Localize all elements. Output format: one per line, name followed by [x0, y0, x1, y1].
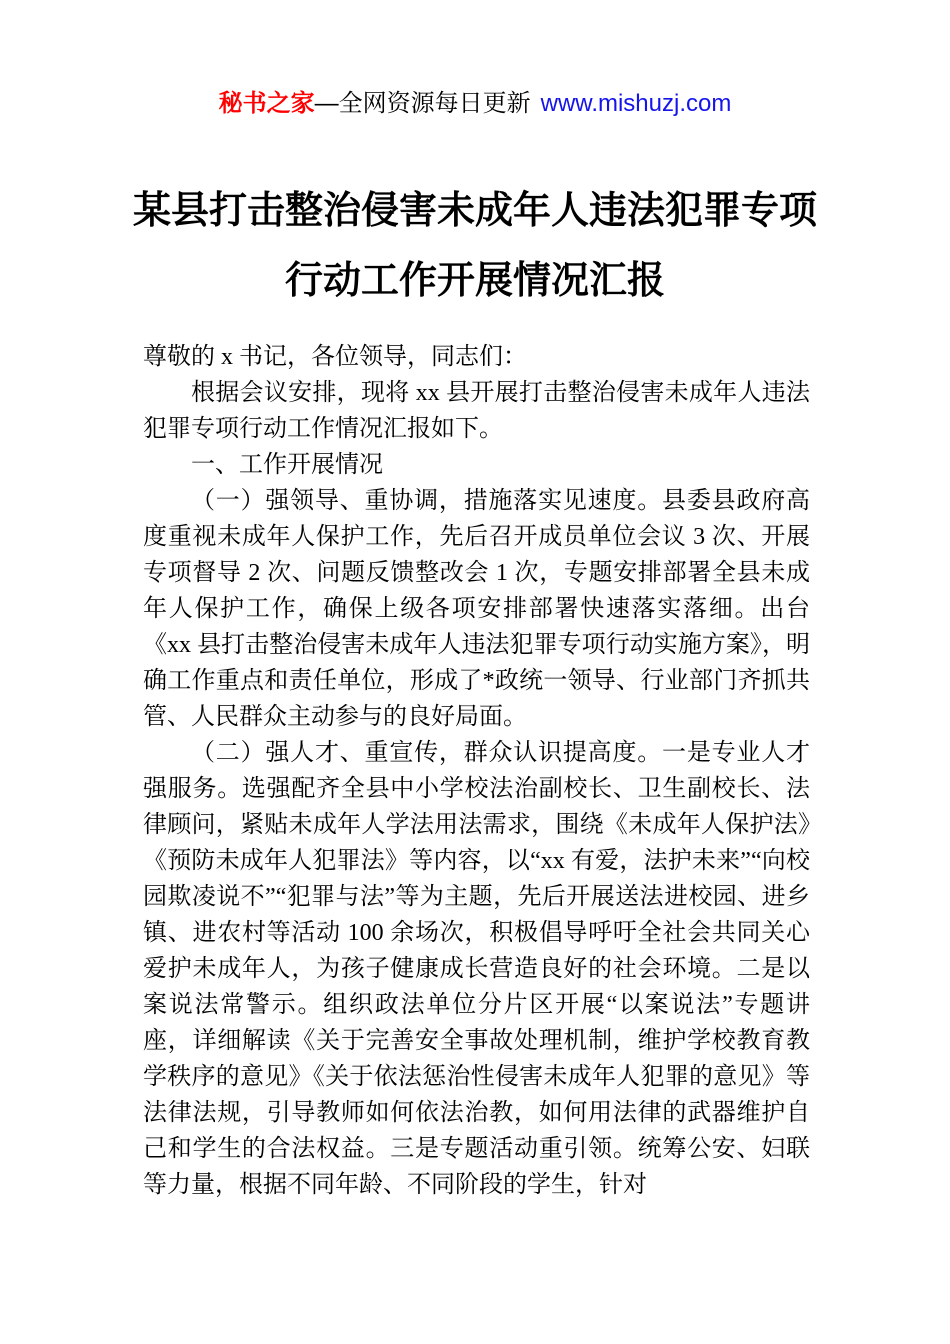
header-tagline: 全网资源每日更新 — [338, 90, 531, 117]
paragraph-intro: 根据会议安排，现将 xx 县开展打击整治侵害未成年人违法犯罪专项行动工作情况汇报如下。 — [143, 380, 810, 442]
title-line-2: 行动工作开展情况汇报 — [284, 260, 665, 302]
site-header — [0, 90, 950, 118]
document-title — [0, 176, 950, 316]
section-heading-1: 一、工作开展情况 — [191, 452, 383, 478]
brand-text: 秘书之家 — [218, 90, 315, 117]
title-line-1: 某县打击整治侵害未成年人违法犯罪专项 — [132, 190, 817, 232]
paragraph-section-1: （一）强领导、重协调，措施落实见速度。县委县政府高度重视未成年人保护工作，先后召开成员单位会议 3 次、开展专项督导 2 次、问题反馈整改会 1 次，专题安排部署全县未成年人保护工作，确保上级各项安排部署快速落实落细。出台《xx 县打击整治侵害未成年人违法犯罪专项行动实施方案》，明确工作重点和责任单位，形成了*政统一领导、行业部门齐抓共管、人民群众主动参与的良好局面。 — [143, 488, 810, 730]
document-body — [143, 339, 810, 1203]
paragraph-section-2: （二）强人才、重宣传，群众认识提高度。一是专业人才强服务。选强配齐全县中小学校法治副校长、卫生副校长、法律顾问，紧贴未成年人学法用法需求，围绕《未成年人保护法》《预防未成年人犯罪法》等内容，以“xx 有爱，法护未来”“向校园欺凌说不”“犯罪与法”等为主题，先后开展送法进校园、进乡镇、进农村等活动 100 余场次，积极倡导呼吁全社会共同关心爱护未成年人，为孩子健康成长营造良好的社会环境。二是以案说法常警示。组织政法单位分片区开展“以案说法”专题讲座，详细解读《关于完善安全事故处理机制，维护学校教育教学秩序的意见》《关于依法惩治性侵害未成年人犯罪的意见》等法律法规，引导教师如何依法治教，如何用法律的武器维护自己和学生的合法权益。三是专题活动重引领。统筹公安、妇联等力量，根据不同年龄、不同阶段的学生，针对 — [143, 740, 810, 1198]
header-dash: — — [314, 90, 339, 117]
paragraph-salutation: 尊敬的 x 书记，各位领导，同志们： — [143, 344, 527, 370]
site-url[interactable]: www.mishuzj.com — [540, 90, 732, 117]
